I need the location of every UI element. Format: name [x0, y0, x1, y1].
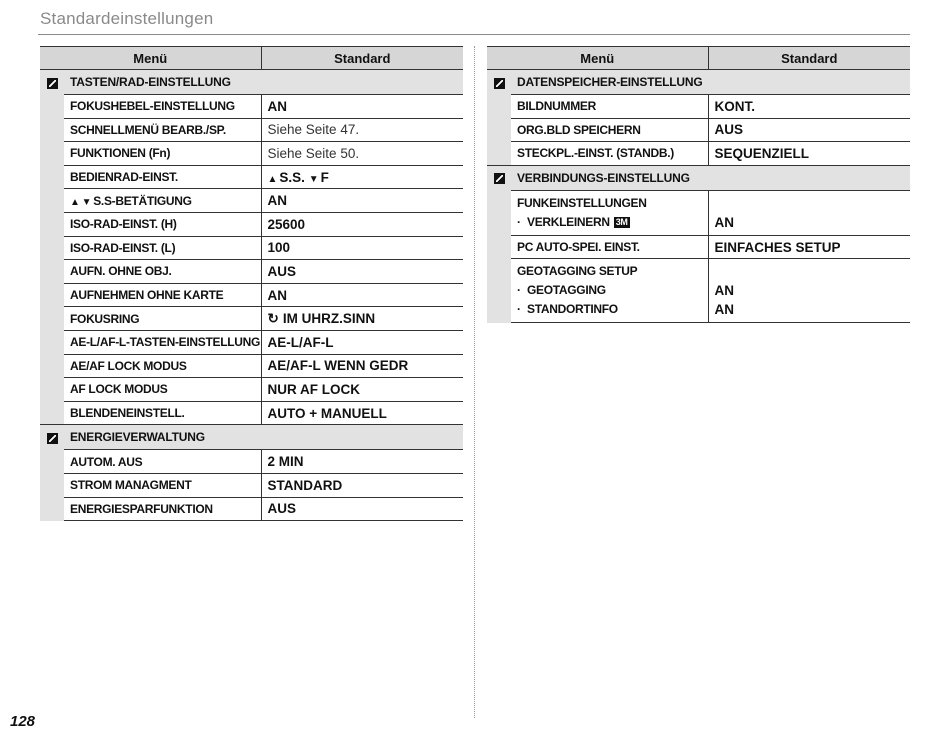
table-row	[487, 190, 910, 235]
table-row	[487, 118, 910, 142]
menu-cell: AE/AF LOCK MODUS	[64, 354, 261, 378]
table-row	[40, 95, 463, 119]
settings-wrench-icon	[494, 173, 505, 184]
standard-cell: AN	[708, 190, 910, 235]
dial-value-b: F	[320, 169, 329, 185]
sub-value: AN	[714, 302, 735, 318]
menu-label: GEOTAGGING SETUP	[517, 264, 638, 279]
menu-cell: FUNKTIONEN (Fn)	[64, 142, 261, 166]
menu-cell: STECKPL.-EINST. (STANDB.)	[511, 142, 708, 166]
menu-cell: BILDNUMMER	[511, 95, 708, 119]
standard-cell: Siehe Seite 47.	[261, 118, 463, 142]
dial-value-a: S.S.	[279, 169, 305, 185]
page-title: Standardeinstellungen	[40, 9, 214, 28]
section-gutter	[40, 95, 64, 425]
menu-cell: AF LOCK MODUS	[64, 378, 261, 402]
section-gutter	[487, 190, 511, 323]
section-title: VERBINDUNGS-EINSTELLUNG	[511, 165, 910, 190]
page-number: 128	[10, 713, 36, 730]
header-standard: Standard	[261, 47, 463, 70]
header-menu: Menü	[487, 47, 708, 70]
menu-cell: ISO-RAD-EINST. (L)	[64, 236, 261, 260]
menu-cell: BLENDENEINSTELL.	[64, 401, 261, 425]
standard-cell: 2 MIN	[261, 450, 463, 474]
standard-cell: AN	[261, 95, 463, 119]
right-settings-table	[487, 46, 910, 323]
menu-cell: AUTOM. AUS	[64, 450, 261, 474]
settings-wrench-icon	[47, 433, 58, 444]
front-dial-icon: ▲	[70, 196, 80, 208]
menu-cell: FOKUSHEBEL-EINSTELLUNG	[64, 95, 261, 119]
menu-label: FUNKEINSTELLUNGEN	[517, 195, 647, 210]
rear-dial-icon: ▼	[308, 173, 319, 185]
resize-3m-icon: 3M	[615, 216, 628, 227]
standard-cell: AE-L/AF-L	[261, 330, 463, 354]
menu-cell	[511, 190, 708, 235]
menu-cell: ORG.BLD SPEICHERN	[511, 118, 708, 142]
table-row	[40, 497, 463, 521]
standard-cell: 100	[261, 236, 463, 260]
standard-cell: Siehe Seite 50.	[261, 142, 463, 166]
menu-cell: BEDIENRAD-EINST.	[64, 165, 261, 189]
table-row	[40, 330, 463, 354]
menu-cell: ENERGIESPARFUNKTION	[64, 497, 261, 521]
standard-cell: AN	[261, 283, 463, 307]
focus-ring-value: IM UHRZ.SINN	[282, 310, 376, 326]
table-row	[40, 212, 463, 236]
standard-cell: AUS	[708, 118, 910, 142]
column-divider	[474, 46, 475, 718]
section-row	[40, 70, 463, 95]
menu-cell	[511, 259, 708, 323]
table-row	[40, 260, 463, 284]
table-row	[487, 95, 910, 119]
menu-cell	[64, 189, 261, 213]
table-row	[40, 236, 463, 260]
standard-cell: EINFACHES SETUP	[708, 235, 910, 259]
table-header	[40, 47, 463, 70]
header-menu: Menü	[40, 47, 261, 70]
menu-cell: AUFN. OHNE OBJ.	[64, 260, 261, 284]
section-title: DATENSPEICHER-EINSTELLUNG	[511, 70, 910, 95]
standard-cell: AN	[261, 189, 463, 213]
section-gutter	[40, 450, 64, 521]
menu-cell: AUFNEHMEN OHNE KARTE	[64, 283, 261, 307]
standard-cell: STANDARD	[261, 473, 463, 497]
standard-cell	[261, 165, 463, 189]
standard-cell: AUTO + MANUELL	[261, 401, 463, 425]
section-row	[40, 425, 463, 450]
table-row	[40, 354, 463, 378]
table-row	[487, 259, 910, 323]
front-dial-icon: ▲	[267, 173, 278, 185]
menu-cell: FOKUSRING	[64, 307, 261, 331]
table-row	[487, 235, 910, 259]
settings-wrench-icon	[47, 78, 58, 89]
table-row	[40, 165, 463, 189]
standard-cell: NUR AF LOCK	[261, 378, 463, 402]
table-row	[40, 283, 463, 307]
standard-cell: 25600	[261, 212, 463, 236]
table-row	[40, 307, 463, 331]
standard-cell	[261, 307, 463, 331]
table-row	[40, 118, 463, 142]
standard-cell: AUS	[261, 260, 463, 284]
rear-dial-icon: ▼	[81, 196, 92, 208]
left-settings-table	[40, 46, 463, 521]
standard-cell: SEQUENZIELL	[708, 142, 910, 166]
standard-cell: KONT.	[708, 95, 910, 119]
menu-cell: AE-L/AF-L-TASTEN-EINSTELLUNG	[64, 330, 261, 354]
table-row	[40, 450, 463, 474]
standard-cell: AE/AF-L WENN GEDR	[261, 354, 463, 378]
table-row	[40, 473, 463, 497]
section-gutter	[487, 95, 511, 166]
sub-item: · VERKLEINERN 3M	[517, 214, 628, 229]
menu-cell: STROM MANAGMENT	[64, 473, 261, 497]
header-standard: Standard	[708, 47, 910, 70]
table-row	[40, 401, 463, 425]
sub-item: · GEOTAGGING	[517, 283, 606, 298]
section-row	[487, 165, 910, 190]
table-row	[40, 378, 463, 402]
section-title: TASTEN/RAD-EINSTELLUNG	[64, 70, 463, 95]
sub-value: AN	[714, 283, 735, 299]
standard-cell	[708, 259, 910, 323]
menu-cell: SCHNELLMENÜ BEARB./SP.	[64, 118, 261, 142]
menu-cell: PC AUTO-SPEI. EINST.	[511, 235, 708, 259]
menu-label: S.S-BETÄTIGUNG	[93, 193, 192, 208]
settings-wrench-icon	[494, 78, 505, 89]
table-row	[40, 142, 463, 166]
clockwise-rotate-icon: ↻	[267, 310, 279, 326]
sub-item: · STANDORTINFO	[517, 302, 618, 317]
section-title: ENERGIEVERWALTUNG	[64, 425, 463, 450]
table-row	[487, 142, 910, 166]
standard-cell: AUS	[261, 497, 463, 521]
table-header	[487, 47, 910, 70]
section-row	[487, 70, 910, 95]
table-row	[40, 189, 463, 213]
menu-cell: ISO-RAD-EINST. (H)	[64, 212, 261, 236]
title-rule	[38, 34, 910, 35]
